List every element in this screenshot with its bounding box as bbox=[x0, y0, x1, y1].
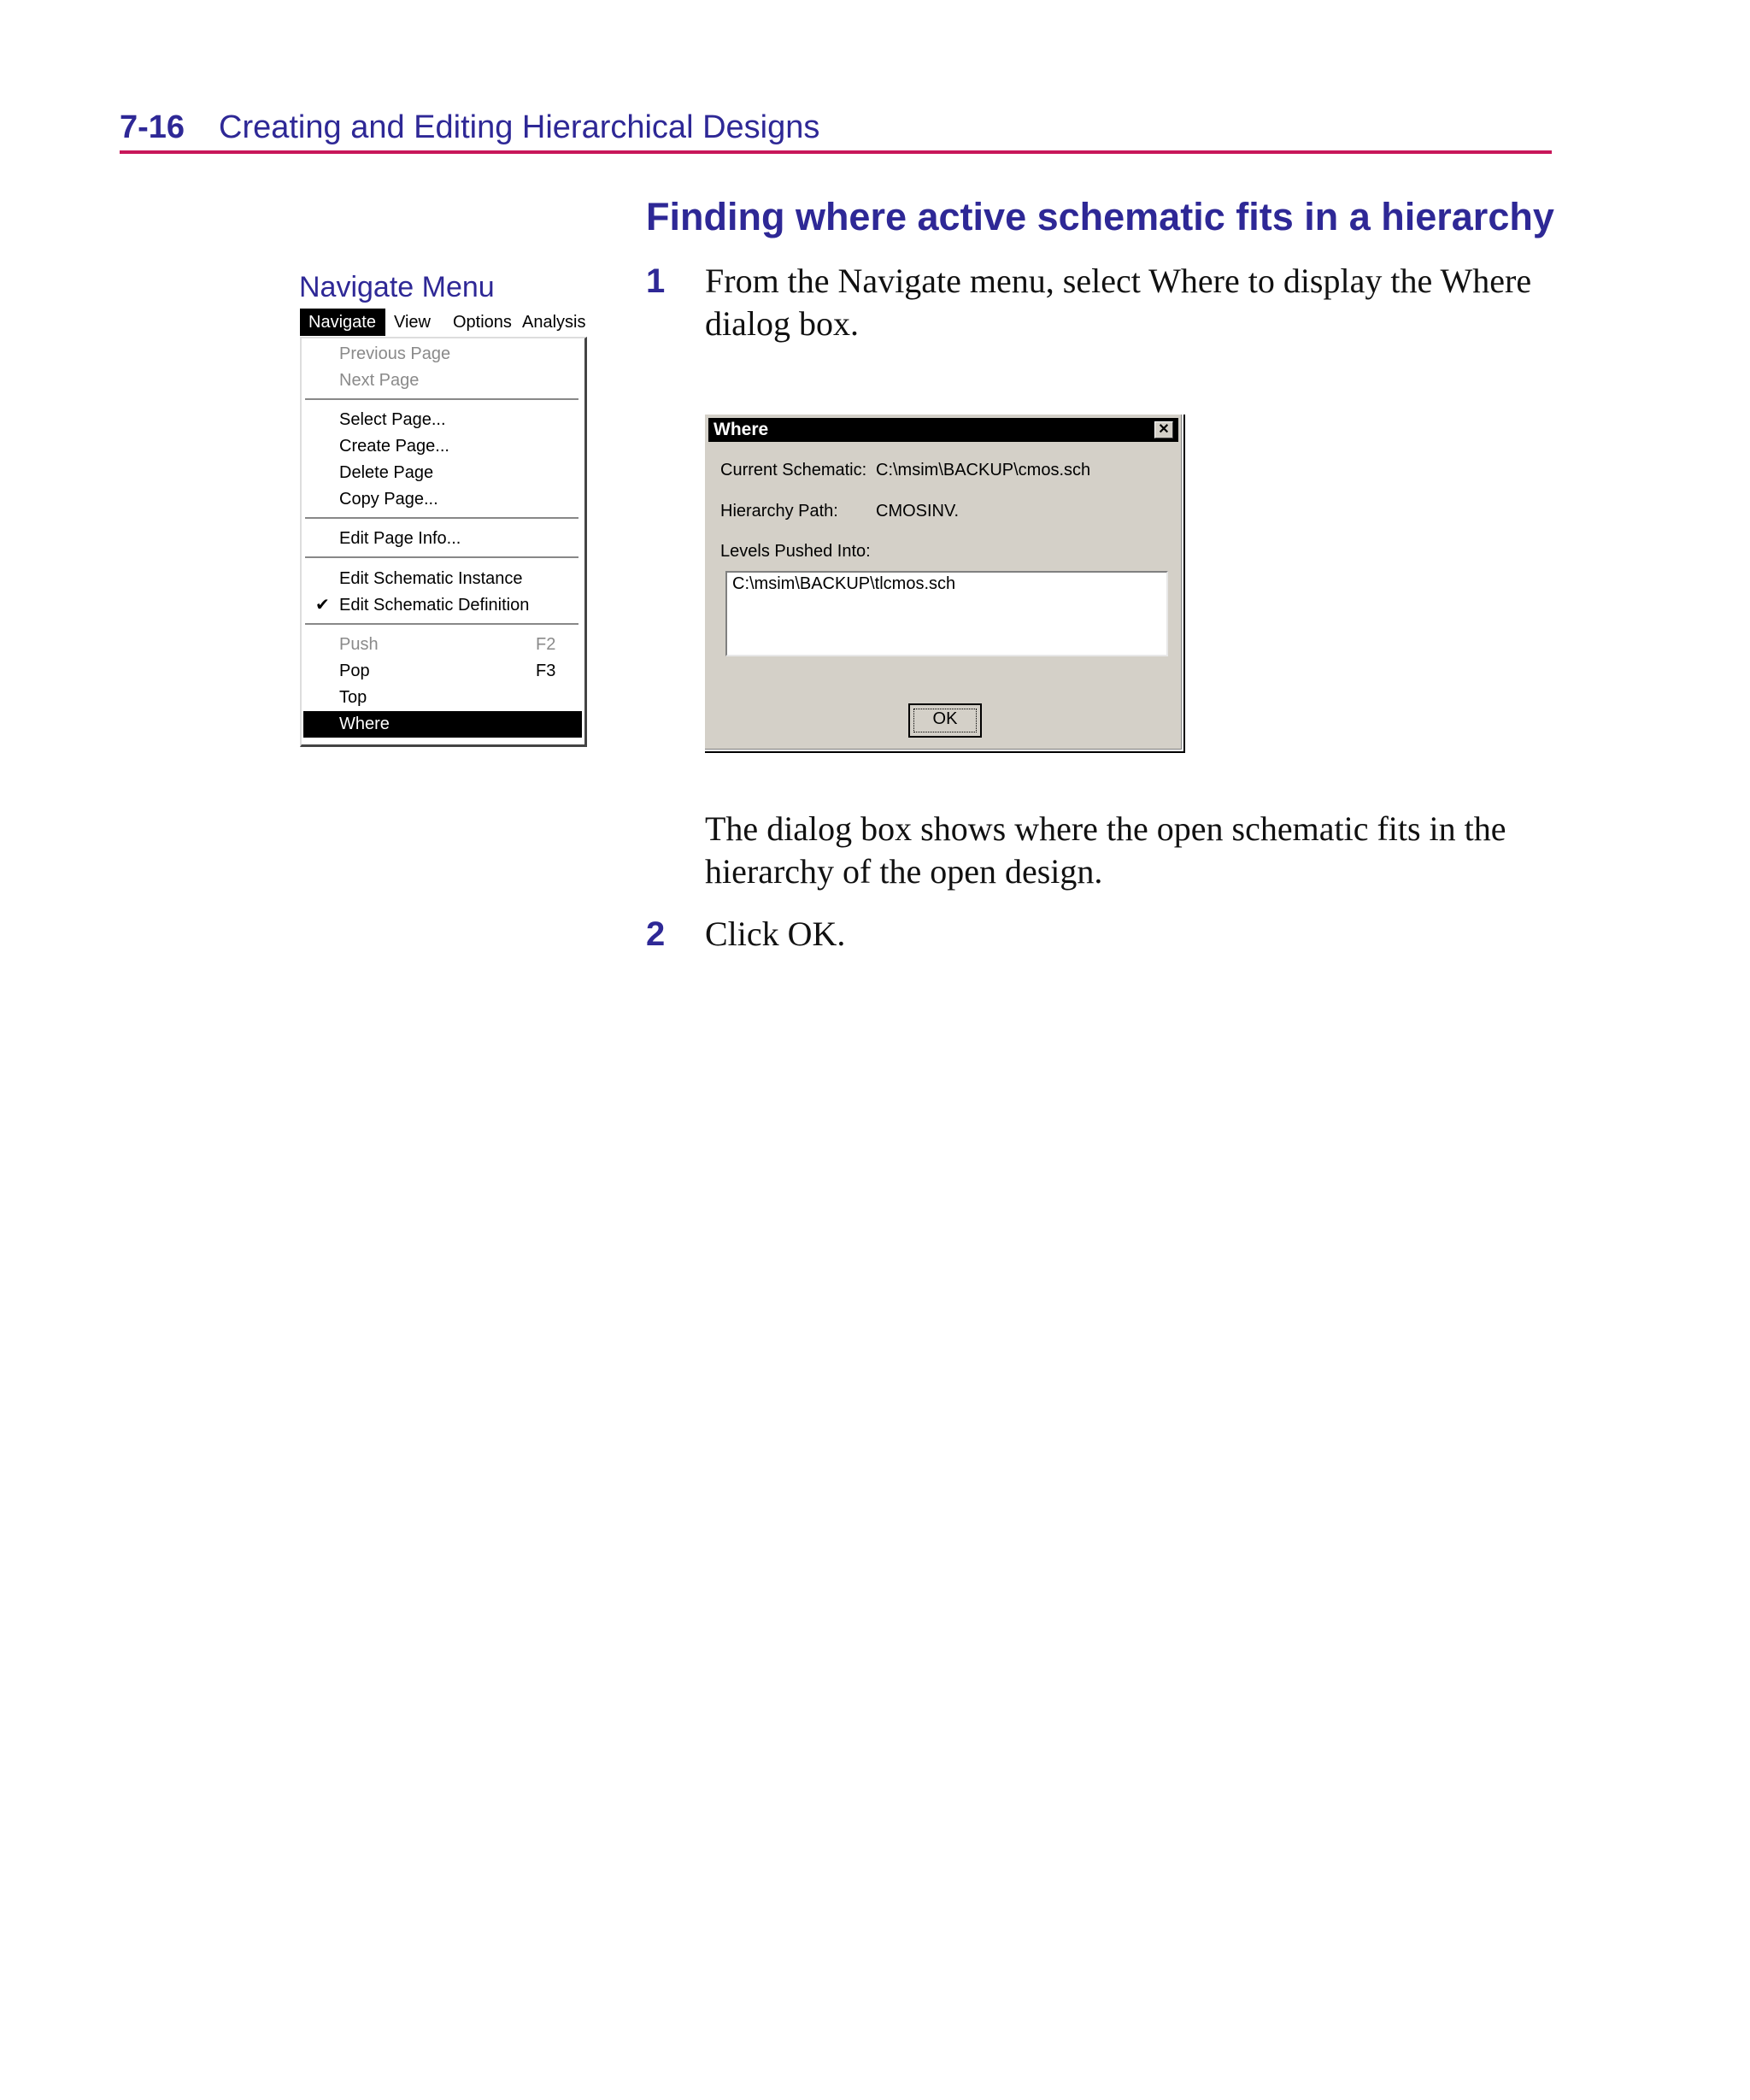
menu-item-shortcut: F2 bbox=[536, 635, 556, 654]
menubar bbox=[300, 309, 587, 336]
menu-item-label: Copy Page... bbox=[339, 490, 438, 509]
section-title: Finding where active schematic fits in a hierarchy bbox=[646, 195, 1554, 238]
menubar-analysis[interactable]: Analysis bbox=[522, 313, 586, 332]
close-icon[interactable]: ✕ bbox=[1154, 421, 1173, 438]
step-1-result-text: The dialog box shows where the open schematic fits in the hierarchy of the open design. bbox=[705, 809, 1506, 891]
menu-separator bbox=[305, 398, 578, 401]
menu-item-next-page bbox=[303, 368, 582, 394]
focus-rect bbox=[913, 709, 977, 732]
menu-item-push bbox=[303, 632, 582, 658]
levels-pushed-label: Levels Pushed Into: bbox=[720, 542, 871, 561]
menu-item-label: Edit Page Info... bbox=[339, 529, 461, 548]
menu-item-shortcut: F3 bbox=[536, 662, 556, 680]
menu-item-label: Select Page... bbox=[339, 410, 446, 429]
current-schematic-label: Current Schematic: bbox=[720, 461, 867, 479]
ok-button[interactable] bbox=[908, 703, 982, 738]
dialog-titlebar[interactable] bbox=[708, 418, 1178, 442]
ok-button-label: OK bbox=[932, 709, 958, 728]
menu-item-label: Delete Page bbox=[339, 463, 434, 482]
levels-pushed-listbox[interactable] bbox=[725, 571, 1168, 656]
current-schematic-value: C:\msim\BACKUP\cmos.sch bbox=[876, 461, 1091, 479]
page-number: 7-16 bbox=[120, 109, 185, 145]
menu-item-label: Edit Schematic Instance bbox=[339, 569, 523, 588]
chapter-title: Creating and Editing Hierarchical Designs bbox=[219, 109, 820, 145]
menubar-options[interactable]: Options bbox=[453, 313, 512, 332]
menubar-view[interactable]: View bbox=[394, 313, 431, 332]
menu-item-top[interactable] bbox=[303, 685, 582, 711]
menu-item-label: Edit Schematic Definition bbox=[339, 596, 530, 615]
menu-item-delete-page[interactable] bbox=[303, 460, 582, 486]
menu-item-label: Where bbox=[339, 715, 390, 733]
menu-item-where[interactable] bbox=[303, 711, 582, 738]
menu-separator bbox=[305, 623, 578, 626]
step-2-number: 2 bbox=[646, 915, 666, 953]
checkmark-icon: ✔ bbox=[315, 596, 330, 615]
navigate-menu-dropdown bbox=[300, 337, 587, 747]
menu-separator bbox=[305, 556, 578, 559]
menu-figure-caption: Navigate Menu bbox=[299, 271, 495, 303]
menu-item-create-page[interactable] bbox=[303, 433, 582, 460]
menu-item-label: Create Page... bbox=[339, 437, 449, 456]
menu-item-pop[interactable] bbox=[303, 658, 582, 685]
menu-item-edit-schematic-instance[interactable] bbox=[303, 566, 582, 592]
menu-item-select-page[interactable] bbox=[303, 407, 582, 433]
step-1-text: From the Navigate menu, select Where to display the Where dialog box. bbox=[705, 262, 1532, 343]
where-dialog bbox=[703, 413, 1183, 751]
menu-item-copy-page[interactable] bbox=[303, 486, 582, 513]
hierarchy-path-value: CMOSINV. bbox=[876, 502, 960, 521]
hierarchy-path-label: Hierarchy Path: bbox=[720, 502, 838, 521]
list-item[interactable]: C:\msim\BACKUP\tlcmos.sch bbox=[732, 574, 956, 593]
menu-item-edit-page-info[interactable] bbox=[303, 526, 582, 552]
menu-item-label: Previous Page bbox=[339, 344, 451, 363]
menu-item-label: Next Page bbox=[339, 371, 420, 390]
menu-item-label: Pop bbox=[339, 662, 370, 680]
menu-item-edit-schematic-definition[interactable] bbox=[303, 592, 582, 619]
menubar-navigate[interactable]: Navigate bbox=[300, 309, 385, 336]
menu-separator bbox=[305, 517, 578, 520]
menu-item-label: Push bbox=[339, 635, 379, 654]
header-rule bbox=[120, 150, 1552, 154]
step-2-text: Click OK. bbox=[705, 915, 846, 953]
menu-item-label: Top bbox=[339, 688, 367, 707]
step-1-number: 1 bbox=[646, 262, 666, 300]
menu-item-previous-page bbox=[303, 341, 582, 368]
dialog-title: Where bbox=[714, 420, 769, 439]
